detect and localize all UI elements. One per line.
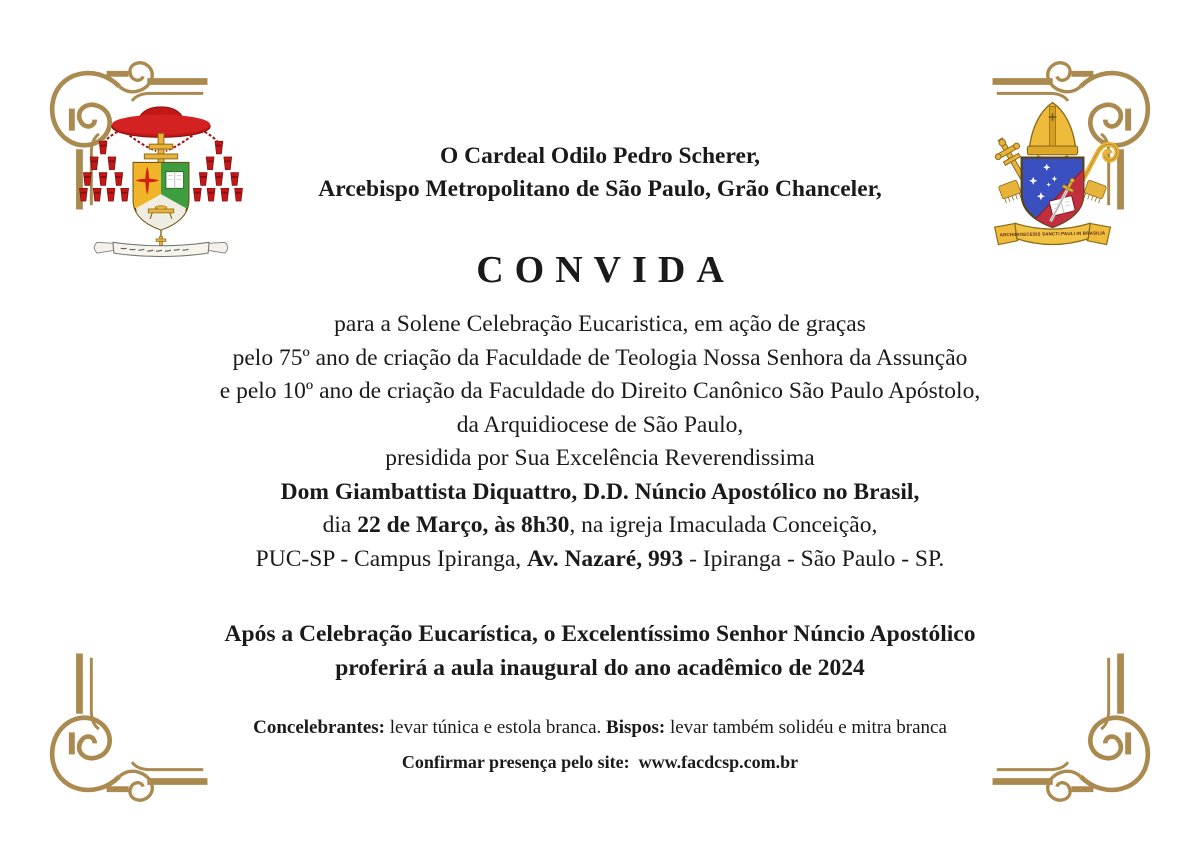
header-line-1: O Cardeal Odilo Pedro Scherer, [439, 143, 761, 169]
announcement-line-1: Após a Celebração Eucarística, o Excelentíssimo Senhor Núncio Apostólico [224, 621, 976, 647]
body-line-8-pre: PUC-SP - Campus Ipiranga, [255, 545, 528, 572]
body-line-5: presidida por Sua Excelência Reverendissima [385, 445, 815, 471]
bispos-label: Bispos: [606, 717, 666, 738]
body-line-4: da Arquidiocese de São Paulo, [456, 411, 744, 438]
body-line-7-pre: dia [322, 512, 358, 538]
announcement-line-2: proferirá a aula inaugural do ano acadêmico de 2024 [335, 654, 865, 681]
rsvp-line: Confirmar presença pelo site: www.facdcsp.com.br [401, 752, 799, 772]
body-line-3: e pelo 10º ano de criação da Faculdade do Direito Canônico São Paulo Apóstolo, [219, 378, 981, 404]
header-line-2: Arcebispo Metropolitano de São Paulo, Grão Chanceler, [318, 176, 882, 202]
body-line-8-address: Av. Nazaré, 993 [527, 545, 684, 572]
body-line-8 [0, 543, 1200, 577]
body-line-1: para a Solene Celebração Eucaristica, em ação de graças [334, 311, 866, 337]
concelebrantes-label: Concelebrantes: [253, 717, 386, 738]
body-line-7 [0, 509, 1200, 543]
concelebrantes-text: levar túnica e estola branca. [385, 717, 607, 738]
crest-banner-text: ARCHIDIOECESIS SANCTI PAULI IN BRASILIA [999, 230, 1106, 238]
dress-code-line [0, 715, 1200, 741]
body-line-7-date: 22 de Março, às 8h30 [357, 512, 570, 538]
body-line-7-post: , na igreja Imaculada Conceição, [569, 512, 878, 538]
header-block [0, 140, 1200, 206]
body-line-2: pelo 75º ano de criação da Faculdade de Teologia Nossa Senhora da Assunção [232, 344, 968, 371]
body-block [0, 308, 1200, 576]
convida-title: CONVIDA [476, 249, 735, 291]
body-line-8-post: - Ipiranga - São Paulo - SP. [683, 545, 945, 572]
body-line-6: Dom Giambattista Diquattro, D.D. Núncio Apostólico no Brasil, [280, 478, 920, 505]
announcement-block [0, 618, 1200, 685]
bispos-text: levar também solidéu e mitra branca [665, 717, 947, 738]
